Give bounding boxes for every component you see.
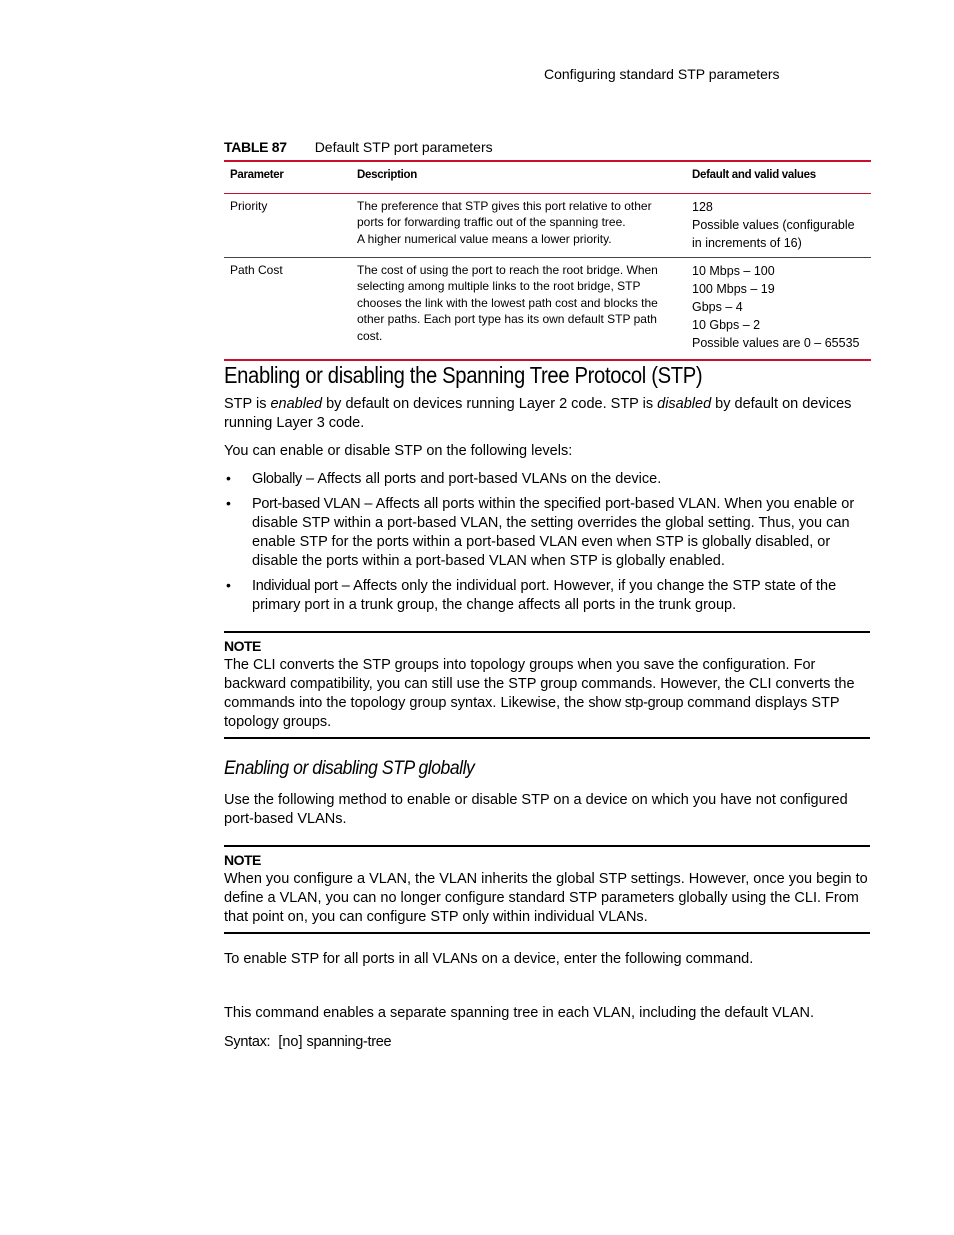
list-item	[224, 495, 870, 571]
note-box	[224, 845, 870, 934]
syntax-option: [no]	[278, 1034, 303, 1050]
description-line: The cost of using the port to reach the root bridge. When	[357, 262, 658, 277]
levels-intro: You can enable or disable STP on the following levels:	[224, 443, 573, 459]
intro-text: by default on devices running Layer 2 code. STP is	[322, 396, 658, 412]
value-line: in increments of 16)	[692, 235, 802, 250]
level-text: – Affects all ports and port-based VLANs on the device.	[302, 471, 662, 487]
note-title: NOTE	[224, 638, 261, 654]
note-text: When you configure a VLAN, the VLAN inherits the global STP settings. However, once you begin to define a VLAN, you can no longer configure standard STP parameters globally using the CLI. From that point on, you can configure STP only within individual VLANs.	[224, 871, 868, 925]
bullet-icon: •	[226, 470, 231, 486]
intro-text: STP is	[224, 396, 271, 412]
value-line: Possible values (configurable	[692, 217, 855, 232]
syntax-label: Syntax:	[224, 1034, 271, 1050]
paragraph: This command enables a separate spanning tree in each VLAN, including the default VLAN.	[224, 1005, 815, 1021]
description-line: The preference that STP gives this port relative to other	[357, 198, 652, 213]
description-line: chooses the link with the lowest path cost and blocks the	[357, 295, 658, 310]
table-header-row	[224, 161, 871, 193]
syntax-line	[224, 1033, 870, 1052]
paragraph: Use the following method to enable or disable STP on a device on which you have not configured port-based VLANs.	[224, 792, 848, 827]
table-caption	[224, 139, 493, 155]
value-line: 10 Gbps – 2	[692, 317, 761, 332]
note-text	[224, 656, 870, 732]
note-body: command displays STP topology groups.	[224, 695, 840, 730]
intro-emphasis: disabled	[657, 396, 712, 412]
intro-text: by default on devices running Layer 3 code.	[224, 396, 852, 431]
value-line: Gbps – 4	[692, 299, 743, 314]
value-line: 10 Mbps – 100	[692, 263, 775, 278]
cell-values	[686, 193, 871, 257]
description-line: other paths. Each port type has its own default STP path	[357, 312, 657, 326]
cell-description	[351, 257, 686, 360]
note-box	[224, 631, 870, 739]
column-header-values: Default and valid values	[686, 161, 871, 193]
cell-parameter: Priority	[224, 193, 351, 257]
command-example-placeholder	[224, 978, 870, 1004]
level-text: – Affects only the individual port. However, if you change the STP state of the primary port in a trunk group, the change affects all ports in the trunk group.	[252, 578, 837, 613]
description-line: ports for forwarding traffic out of the spanning tree.	[357, 215, 626, 229]
levels-list	[224, 470, 870, 615]
bullet-icon: •	[226, 577, 231, 593]
table-label: TABLE 87	[224, 139, 287, 155]
running-head: Configuring standard STP parameters	[544, 66, 780, 82]
paragraph: To enable STP for all ports in all VLANs on a device, enter the following command.	[224, 951, 754, 967]
note-title: NOTE	[224, 852, 261, 868]
list-item	[224, 470, 870, 489]
bullet-icon: •	[226, 495, 231, 511]
level-term: Individual port	[252, 578, 338, 594]
description-line: selecting among multiple links to the root bridge, STP	[357, 279, 641, 293]
cell-description	[351, 193, 686, 257]
note-body: The CLI converts the STP groups into topology groups when you save the configuration. For backward compatibility, you can still use the STP group commands. However, the CLI converts the commands into the topology group syntax. Likewise, the	[224, 657, 855, 711]
cell-values	[686, 257, 871, 360]
description-line: A higher numerical value means a lower priority.	[357, 231, 612, 246]
level-text: – Affects all ports within the specified port-based VLAN. When you enable or disable STP within a port-based VLAN, the setting overrides the global setting. Thus, you can enable STP for the ports within a port-based VLAN even when STP is globally disabled, or disable the ports within a port-based VLAN when STP is globally enabled.	[252, 496, 855, 569]
intro-paragraph	[224, 395, 870, 433]
table-row	[224, 257, 871, 360]
cell-parameter: Path Cost	[224, 257, 351, 360]
table-title: Default STP port parameters	[314, 139, 493, 155]
section-heading: Enabling or disabling the Spanning Tree Protocol (STP)	[224, 362, 703, 388]
level-term: Port-based VLAN	[252, 496, 361, 512]
subsection-heading: Enabling or disabling STP globally	[224, 757, 475, 779]
level-term: Globally	[252, 471, 302, 487]
description-line: cost.	[357, 328, 383, 343]
main-content	[224, 362, 870, 1052]
syntax-command: spanning-tree	[306, 1034, 392, 1050]
stp-parameters-table	[224, 160, 871, 361]
column-header-description: Description	[351, 161, 686, 193]
value-line: Possible values are 0 – 65535	[692, 335, 860, 350]
command-text: show stp-group	[588, 695, 684, 711]
intro-emphasis: enabled	[270, 396, 323, 412]
column-header-parameter: Parameter	[224, 161, 351, 193]
table-row	[224, 193, 871, 257]
list-item	[224, 577, 870, 615]
value-line: 128	[692, 199, 713, 214]
value-line: 100 Mbps – 19	[692, 281, 775, 296]
